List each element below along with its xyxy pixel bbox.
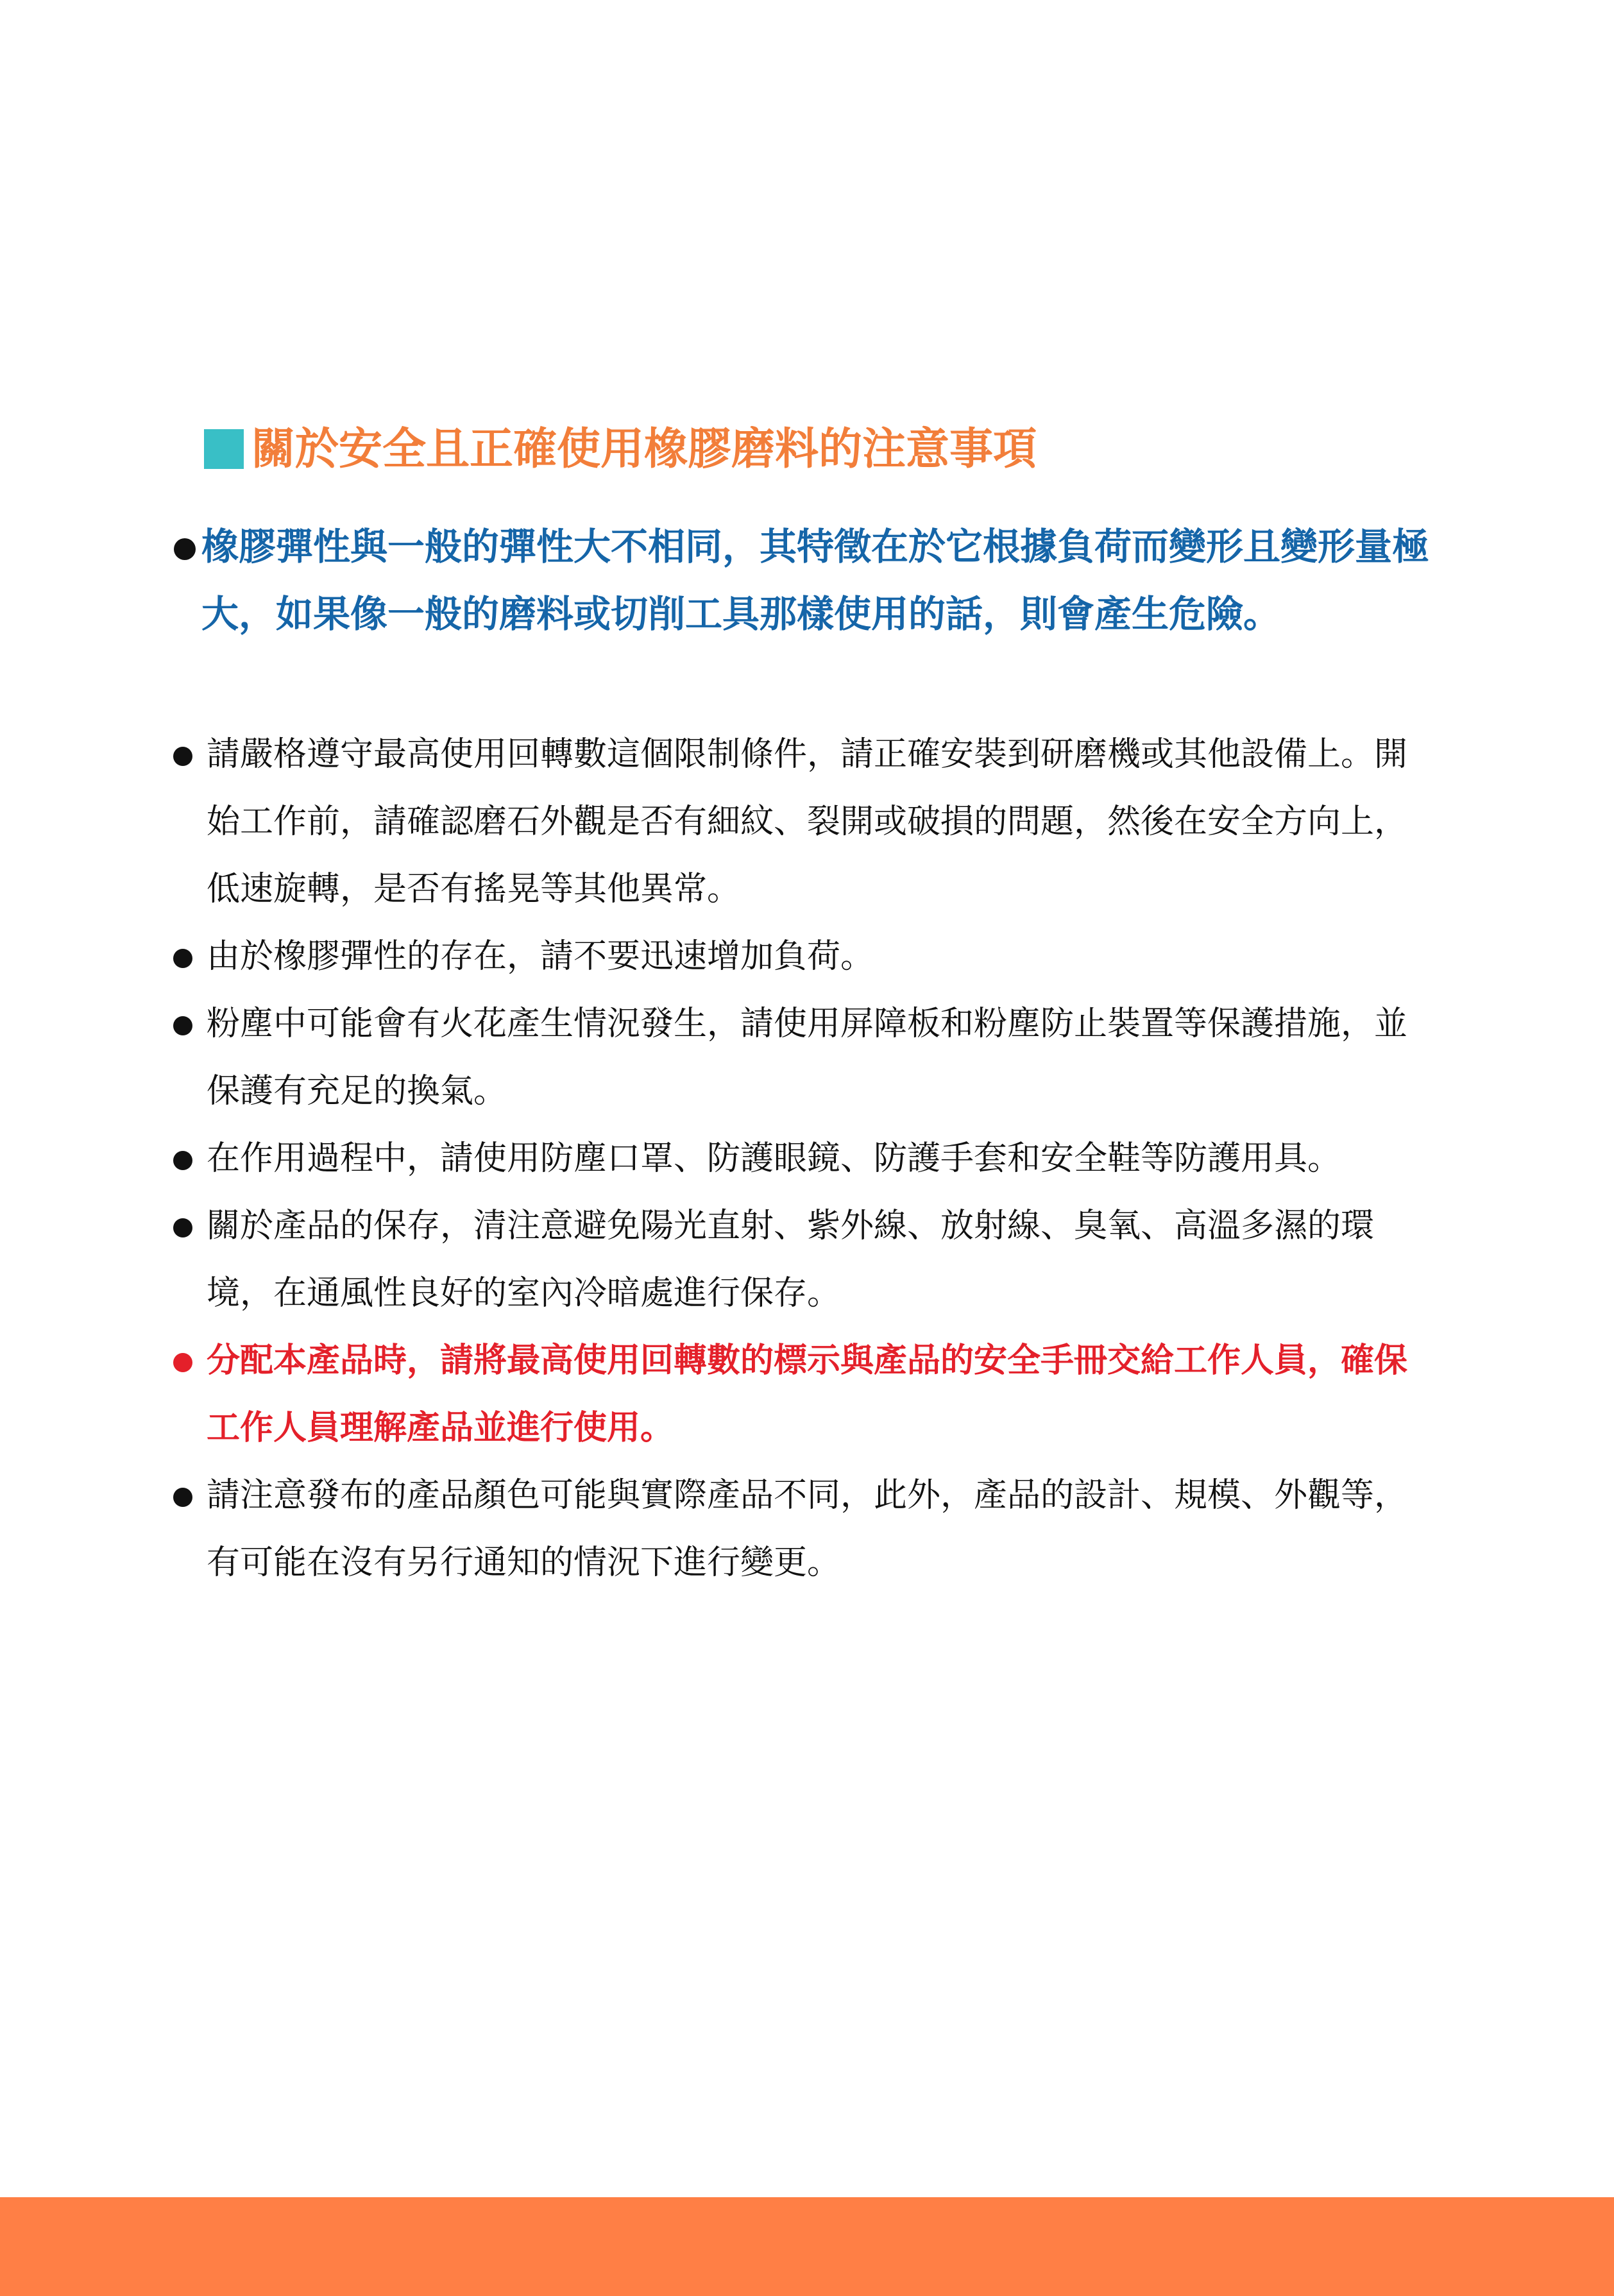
list-item-text: 由於橡膠彈性的存在，請不要迅速增加負荷。 xyxy=(207,937,874,976)
precaution-list xyxy=(172,721,1429,1597)
heading-square-icon xyxy=(204,429,244,469)
list-item-text: 在作用過程中，請使用防塵口罩、防護眼鏡、防護手套和安全鞋等防護用具。 xyxy=(207,1139,1341,1178)
bullet-dot-red-icon xyxy=(172,1352,194,1373)
list-item-warning xyxy=(172,1327,1429,1462)
bullet-dot-icon xyxy=(172,1217,194,1239)
bullet-dot-icon xyxy=(172,536,198,562)
list-item-text: 粉塵中可能會有火花產生情況發生，請使用屏障板和粉塵防止裝置等保護措施，並保護有充足的換氣。 xyxy=(207,1005,1408,1110)
footer-band xyxy=(0,2197,1614,2296)
list-item xyxy=(172,721,1429,923)
list-item-text: 請注意發布的產品顏色可能與實際產品不同，此外，產品的設計、規模、外觀等，有可能在沒有另行通知的情況下進行變更。 xyxy=(207,1476,1408,1582)
list-item-text: 關於產品的保存，清注意避免陽光直射、紫外線、放射線、臭氧、高溫多濕的環境，在通風性良好的室內冷暗處進行保存。 xyxy=(207,1207,1375,1313)
bullet-dot-icon xyxy=(172,745,194,767)
heading-title: 關於安全且正確使用橡膠磨料的注意事項 xyxy=(251,423,1037,475)
intro-text: 橡膠彈性與一般的彈性大不相同，其特徵在於它根據負荷而變形且變形量極大，如果像一般的磨料或切削工具那樣使用的話，則會產生危險。 xyxy=(201,525,1430,636)
section-heading xyxy=(204,417,1037,481)
intro-paragraph xyxy=(172,513,1429,648)
bullet-dot-icon xyxy=(172,1486,194,1508)
list-item xyxy=(172,1125,1429,1193)
list-item xyxy=(172,991,1429,1125)
bullet-dot-icon xyxy=(172,1150,194,1171)
bullet-dot-icon xyxy=(172,1015,194,1037)
bullet-dot-icon xyxy=(172,948,194,969)
list-item xyxy=(172,923,1429,991)
list-item xyxy=(172,1193,1429,1327)
list-item xyxy=(172,1462,1429,1597)
list-item-text: 請嚴格遵守最高使用回轉數這個限制條件，請正確安裝到研磨機或其他設備上。開始工作前，請確認磨石外觀是否有細紋、裂開或破損的問題，然後在安全方向上，低速旋轉，是否有搖晃等其他異常。 xyxy=(207,735,1408,908)
warning-text: 分配本產品時，請將最高使用回轉數的標示與產品的安全手冊交給工作人員，確保工作人員理解產品並進行使用。 xyxy=(207,1341,1408,1447)
